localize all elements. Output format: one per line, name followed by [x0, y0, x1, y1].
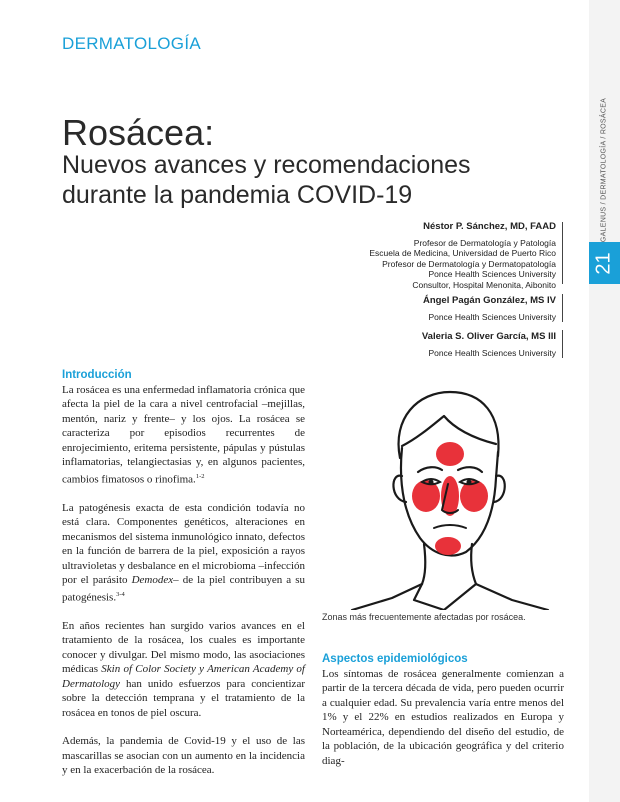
intro-paragraph-2: La patogénesis exacta de esta condición todavía no está clara. Componentes genéticos, alteraciones en mecanismos del sistema inmunológico innato, defectos en la función de barrera de la piel, exposición a rayos ultravioletas y desbalance en el microbioma –infección por el parásito Demodex– de la piel contribuyen a su patogénesis.$^{3-4}$ — [62, 501, 305, 604]
section-label: DERMATOLOGÍA — [62, 34, 201, 53]
shoulder-left — [352, 584, 422, 610]
author-divider — [562, 222, 563, 284]
epidemiology-paragraph-1: Los síntomas de rosácea generalmente comienzan a partir de la tercera década de vida, pero pueden ocurrir a cualquier edad. Su prevalencia varía entre menos del 1% y el 22% en estudios realizados en Europa y Norteamérica, dependiendo del diseño del estudio, de la población, de la ubicación geográfica y del criterio diag- — [322, 667, 564, 767]
eyebrow-left — [418, 467, 442, 472]
page-number: 21 — [593, 251, 615, 275]
author-divider — [562, 330, 563, 358]
neck-right — [471, 544, 476, 584]
intro-paragraph-3: En años recientes han surgido varios avances en el tratamiento de la rosácea, los cuales es importante conocer y divulgar. Del mismo modo, las asociaciones médicas Skin of Color Society y American Academy of Dermatology han unido esfuerzos para concientizar sobre la detección temprana y el tratamiento de la rosácea en tonos de piel oscura. — [62, 619, 305, 719]
affiliation: Consultor, Hospital Menonita, Aibonito — [412, 279, 556, 290]
article-subtitle: Nuevos avances y recomendaciones durante la pandemia COVID-19 — [62, 151, 471, 209]
figure-caption: Zonas más frecuentemente afectadas por rosácea. — [322, 612, 526, 622]
affiliation: Escuela de Medicina, Universidad de Puerto Rico — [369, 248, 556, 258]
intro-paragraph-1: La rosácea es una enfermedad inflamatoria crónica que afecta la piel de la cara a nivel centrofacial –mejillas, mentón, nariz y frente– y los ojos. La rosácea se caracteriza por episodios recurrentes de enrojecimiento, eritema persistente, pápulas y pústulas inflamatorias, telangiectasias y, en algunos pacientes, cambios fimatosos o rinofima.$^{1-2}$ — [62, 383, 305, 486]
right-column — [322, 652, 564, 782]
epidemiology-heading: Aspectos epidemiológicos — [322, 653, 468, 665]
author-name: Ángel Pagán González, MS IV — [422, 295, 556, 306]
mouth — [434, 525, 466, 528]
rosacea-zones — [412, 442, 488, 555]
author-name: Valeria S. Oliver García, MS III — [421, 331, 556, 342]
collar — [414, 584, 476, 610]
affiliation: Ponce Health Sciences University — [428, 347, 556, 358]
affiliation: Ponce Health Sciences University — [428, 269, 556, 279]
eyebrow-right — [458, 467, 482, 472]
affiliation: Ponce Health Sciences University — [428, 311, 556, 322]
affiliation: Profesor de Dermatología y Patología — [413, 237, 556, 248]
left-column — [62, 368, 305, 792]
neck-left — [422, 544, 425, 584]
running-head: GALENUS / DERMATOLOGÍA / ROSÁCEA — [600, 97, 608, 243]
author-name: Néstor P. Sánchez, MD, FAAD — [423, 221, 556, 232]
zone-cheek-left — [412, 480, 440, 512]
author-block-1 — [369, 222, 556, 290]
author-block-3 — [422, 332, 556, 358]
article-title: Rosácea: — [62, 112, 215, 153]
zone-nose — [441, 476, 459, 516]
intro-paragraph-4: Además, la pandemia de Covid-19 y el uso de las mascarillas se asocian con un aumento en la incidencia y en la exacerbación de la rosácea. — [62, 735, 305, 777]
zone-forehead — [436, 442, 464, 466]
shoulder-right — [476, 584, 548, 610]
pupil-right — [467, 480, 472, 485]
pupil-left — [429, 480, 434, 485]
author-divider — [562, 294, 563, 322]
intro-heading: Introducción — [62, 369, 132, 381]
author-block-2 — [423, 296, 556, 322]
zone-chin — [435, 537, 461, 555]
rosacea-face-illustration — [322, 378, 554, 610]
zone-cheek-right — [460, 480, 488, 512]
affiliation: Profesor de Dermatología y Dermatopatología — [382, 258, 556, 269]
hairline — [402, 416, 496, 446]
